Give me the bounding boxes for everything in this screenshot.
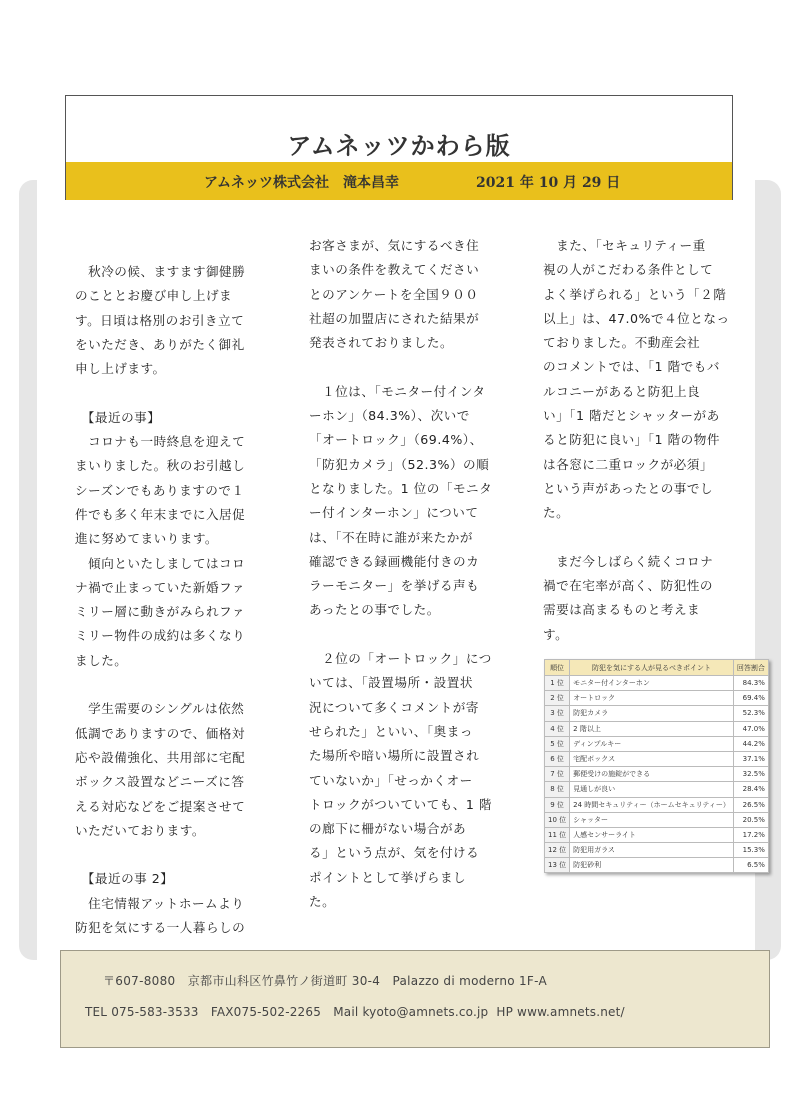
table-cell-pct: 26.5% <box>733 797 768 812</box>
footer-contact <box>60 950 770 1048</box>
article-column-1 <box>75 260 275 940</box>
text-line: 住宅情報アットホームより <box>75 895 245 911</box>
text-line: い」「1 階だとシャッターがあ <box>543 408 720 424</box>
table-cell-pct: 15.3% <box>733 843 768 858</box>
text-line: 傾向といたしましてはコロ <box>75 555 246 571</box>
table-cell-pct: 52.3% <box>733 706 768 721</box>
table-row <box>545 827 769 842</box>
text-line: は各窓に二重ロックが必須」 <box>543 456 713 472</box>
text-line: 視の人がこだわる条件として <box>543 262 714 278</box>
text-line: ました。 <box>75 652 128 668</box>
table-row <box>545 812 769 827</box>
text-line: まいりました。秋のお引越し <box>75 458 246 474</box>
text-line <box>309 355 509 379</box>
table-row <box>545 721 769 736</box>
table-cell-rank: 9 位 <box>545 797 570 812</box>
table-cell-label: 郵便受けの施錠ができる <box>570 767 734 782</box>
footer-contact-line: TEL 075-583-3533 FAX075-502-2265 Mail kyoto@amnets.co.jp HP www.amnets.net/ <box>85 1005 625 1019</box>
text-line <box>75 381 275 405</box>
text-line: という声があったとの事でし <box>543 480 714 496</box>
text-line: ２位の「オートロック」につ <box>309 651 492 667</box>
text-line: える対応などをご提案させて <box>75 798 246 814</box>
table-cell-pct: 32.5% <box>733 767 768 782</box>
table-cell-pct: 17.2% <box>733 827 768 842</box>
text-line: コロナも一時終息を迎えて <box>75 434 246 450</box>
text-line: ーホン」（84.3%）、次いで <box>309 408 470 424</box>
text-line <box>75 843 275 867</box>
text-line: いては、「設置場所・設置状 <box>309 675 473 691</box>
text-line: また、「セキュリティー重 <box>543 238 706 253</box>
page-title: アムネッツかわら版 <box>287 131 511 160</box>
text-line: す。 <box>543 626 569 642</box>
table-cell-pct: 6.5% <box>733 858 768 873</box>
table-cell-label: オートロック <box>570 691 734 706</box>
table-cell-rank: 4 位 <box>545 721 570 736</box>
table-cell-pct: 20.5% <box>733 812 768 827</box>
table-row <box>545 797 769 812</box>
text-line: ルコニーがあると防犯上良 <box>543 383 701 399</box>
text-line: 「オートロック」（69.4%）、 <box>309 432 483 448</box>
text-line: 社超の加盟店にされた結果が <box>309 310 480 326</box>
text-line: のこととお慶び申し上げま <box>75 288 233 304</box>
text-line: 禍で在宅率が高く、防犯性の <box>543 578 713 594</box>
text-line: 需要は高まるものと考えま <box>543 602 701 618</box>
table-cell-rank: 12 位 <box>545 843 570 858</box>
table-cell-label: 防犯用ガラス <box>570 843 734 858</box>
article-column-2 <box>309 234 509 914</box>
table-cell-label: 防犯カメラ <box>570 706 734 721</box>
text-line: をいただき、ありがたく御礼 <box>75 336 245 352</box>
text-line: 学生需要のシングルは依然 <box>75 701 245 717</box>
header-rank: 順位 <box>545 660 570 676</box>
header-point: 防犯を気にする人が見るべきポイント <box>570 660 734 676</box>
text-line: まいの条件を教えてください <box>309 262 480 278</box>
text-line: ておりました。不動産会社 <box>543 335 701 351</box>
text-line <box>309 623 509 647</box>
text-line: 発表されておりました。 <box>309 335 454 351</box>
text-line: 「防犯カメラ」（52.3%）の順 <box>309 456 490 472</box>
table-cell-rank: 13 位 <box>545 858 570 873</box>
text-line: ると防犯に良い」「1 階の物件 <box>543 432 720 448</box>
table-row <box>545 843 769 858</box>
header-percent: 回答割合 <box>733 660 768 676</box>
table-cell-rank: 11 位 <box>545 827 570 842</box>
header-band <box>66 162 732 200</box>
text-line: せられた」といい、「奥まっ <box>309 723 473 739</box>
text-line: トロックがついていても、1 階 <box>309 796 492 812</box>
table-row <box>545 767 769 782</box>
table-cell-label: シャッター <box>570 812 734 827</box>
text-line: た場所や暗い場所に設置され <box>309 748 480 764</box>
table-row <box>545 858 769 873</box>
text-line: の廊下に柵がない場合があ <box>309 821 467 837</box>
table-cell-label: ディンプルキー <box>570 736 734 751</box>
table-cell-pct: 28.4% <box>733 782 768 797</box>
table-header-row <box>545 660 769 676</box>
table-cell-pct: 37.1% <box>733 751 768 766</box>
table-cell-rank: 8 位 <box>545 782 570 797</box>
table-row <box>545 751 769 766</box>
table-cell-label: 宅配ボックス <box>570 751 734 766</box>
table-row <box>545 736 769 751</box>
table-row <box>545 782 769 797</box>
table-cell-label: 見通しが良い <box>570 782 734 797</box>
issue-date: 2021 年 10 月 29 日 <box>476 175 621 191</box>
table-cell-pct: 69.4% <box>733 691 768 706</box>
text-line: １位は、「モニター付インタ <box>309 383 486 399</box>
text-line: お客さまが、気にするべき住 <box>309 238 480 253</box>
text-line: は、「不在時に誰が来たかが <box>309 529 473 545</box>
table-cell-label: 人感センサーライト <box>570 827 734 842</box>
table-cell-rank: 3 位 <box>545 706 570 721</box>
table-cell-label: 防犯砂利 <box>570 858 734 873</box>
table-cell-pct: 47.0% <box>733 721 768 736</box>
text-line: いただいております。 <box>75 822 205 838</box>
text-line: となりました。1 位の「モニタ <box>309 480 493 496</box>
table-cell-rank: 7 位 <box>545 767 570 782</box>
text-line: 件でも多く年末までに入居促 <box>75 506 246 522</box>
text-line: 応や設備強化、共用部に宅配 <box>75 749 246 765</box>
table-row <box>545 676 769 691</box>
table-cell-rank: 10 位 <box>545 812 570 827</box>
text-line: シーズンでもありますので１ <box>75 482 245 498</box>
text-line: 況について多くコメントが寄 <box>309 699 479 715</box>
text-line: る」という点が、気を付ける <box>309 845 480 861</box>
footer-address: 〒607-8080 京都市山科区竹鼻竹ノ街道町 30-4 Palazzo di moderno 1F-A <box>103 974 548 988</box>
table-row <box>545 706 769 721</box>
table-cell-rank: 6 位 <box>545 751 570 766</box>
text-line: 低調でありますので、価格対 <box>75 725 245 741</box>
text-line <box>75 673 275 697</box>
text-line: ー付インターホン」について <box>309 505 479 521</box>
text-line: ポイントとして挙げらまし <box>309 869 467 885</box>
table-cell-pct: 84.3% <box>733 676 768 691</box>
security-survey-table <box>544 659 769 873</box>
text-line: た。 <box>309 894 336 910</box>
text-line: ナ禍で止まっていた新婚ファ <box>75 579 245 595</box>
text-line: 申し上げます。 <box>75 361 166 377</box>
text-line: とのアンケートを全国９００ <box>309 286 479 302</box>
text-line: 防犯を気にする一人暮らしの <box>75 920 246 936</box>
table-cell-pct: 44.2% <box>733 736 768 751</box>
text-line: た。 <box>543 505 570 521</box>
table-cell-rank: 1 位 <box>545 676 570 691</box>
text-line: ミリー物件の成約は多くなり <box>75 628 246 644</box>
table-cell-label: モニター付インターホン <box>570 676 734 691</box>
text-line: ラーモニター」を挙げる声も <box>309 578 480 594</box>
text-line: あったとの事でした。 <box>309 602 440 618</box>
article-column-3 <box>543 234 753 647</box>
header-box <box>65 95 733 200</box>
text-line: ボックス設置などニーズに答 <box>75 774 245 790</box>
text-line: 【最近の事 2】 <box>75 871 174 887</box>
text-line: 確認できる録画機能付きのカ <box>309 553 480 569</box>
text-line: 【最近の事】 <box>75 409 161 425</box>
text-line: よく挙げられる」という「２階 <box>543 286 727 302</box>
text-line: す。日頃は格別のお引き立て <box>75 312 245 328</box>
company-author: アムネッツ株式会社 滝本昌幸 <box>204 175 400 191</box>
text-line: 進に努めてまいります。 <box>75 531 219 547</box>
text-line: ていないか」「せっかくオー <box>309 772 473 788</box>
text-line: 秋冷の候、ますます御健勝 <box>75 264 246 279</box>
text-line: 以上」は、47.0%で４位となっ <box>543 310 730 326</box>
table-cell-rank: 2 位 <box>545 691 570 706</box>
text-line <box>543 526 753 550</box>
table-cell-rank: 5 位 <box>545 736 570 751</box>
table-cell-label: 2 階以上 <box>570 721 734 736</box>
text-line: ミリー層に動きがみられファ <box>75 604 245 620</box>
table-row <box>545 691 769 706</box>
text-line: のコメントでは、「1 階でもバ <box>543 359 720 375</box>
text-line: まだ今しばらく続くコロナ <box>543 553 714 569</box>
table-cell-label: 24 時間セキュリティー（ホームセキュリティー） <box>570 797 734 812</box>
